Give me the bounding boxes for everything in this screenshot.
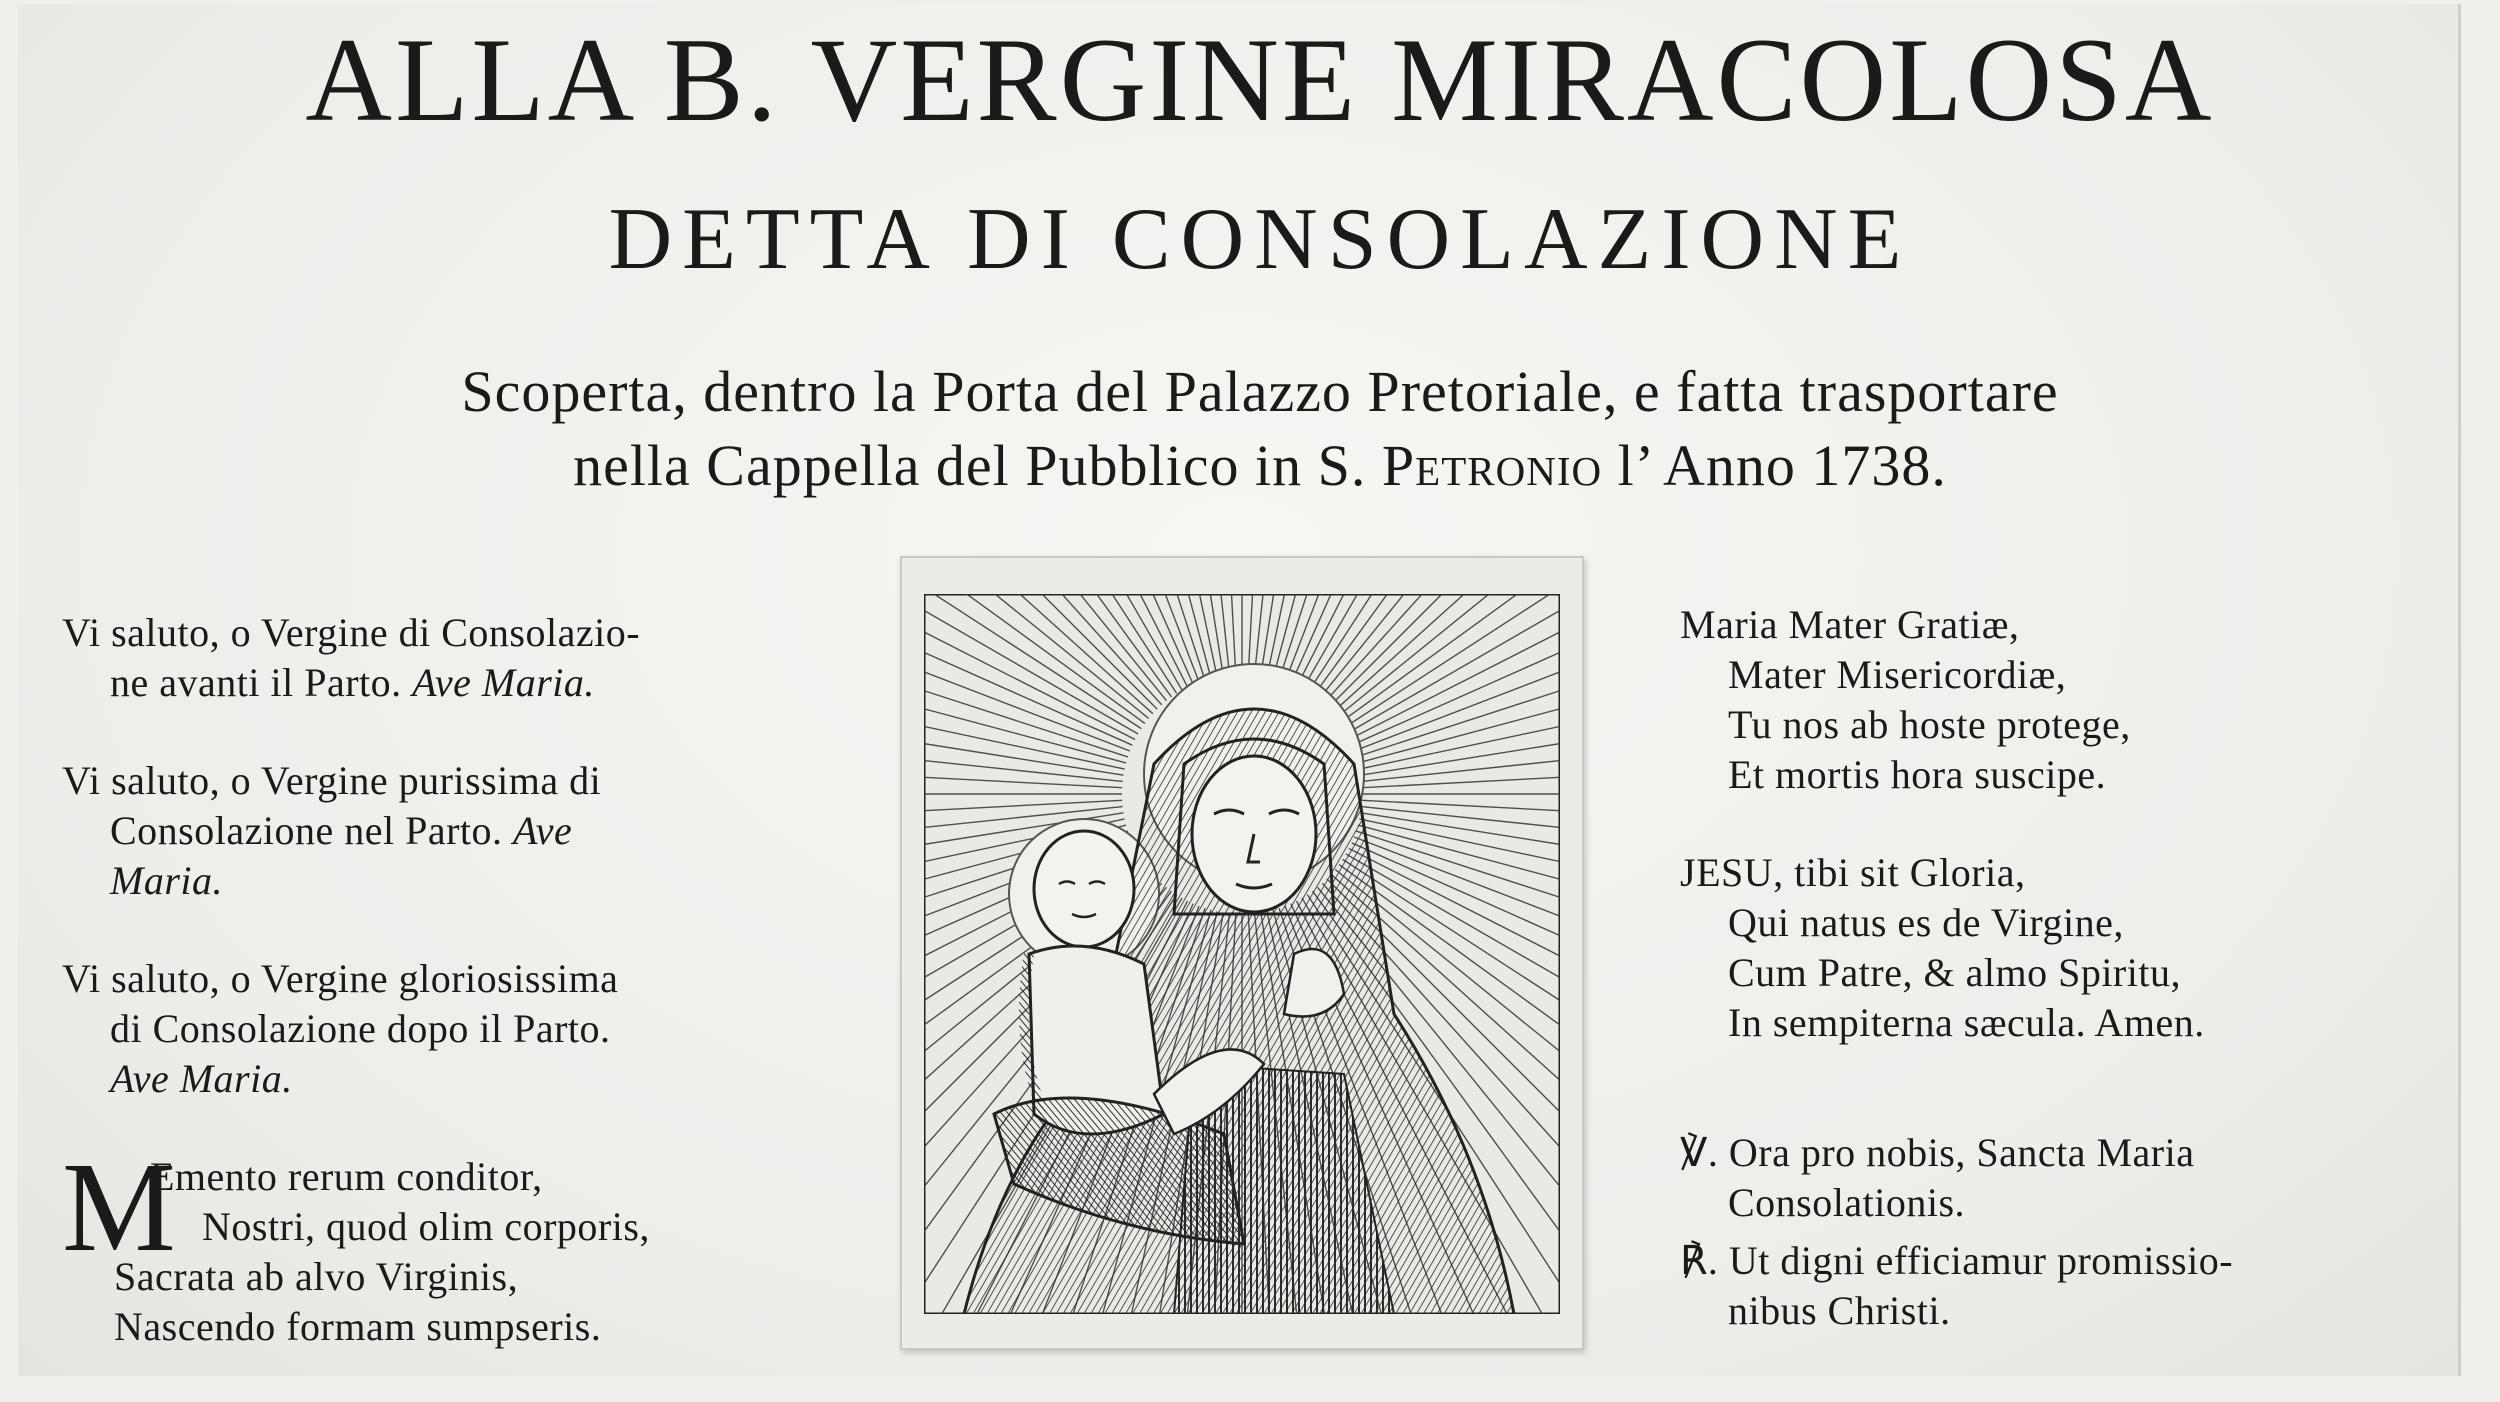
intro-line-1: Scoperta, dentro la Porta del Palazzo Pretoriale, e fatta trasportare bbox=[461, 359, 2059, 424]
stanza-1-line-3: Tu nos ab hoste protege, bbox=[1728, 702, 2131, 747]
page-title: ALLA B. VERGINE MIRACOLOSA bbox=[305, 13, 2215, 146]
page-subtitle: DETTA DI CONSOLAZIONE bbox=[608, 191, 1912, 288]
stanza-2-line-1: JESU, tibi sit Gloria, bbox=[1680, 850, 2026, 895]
salutation-2-line bbox=[62, 806, 852, 856]
stanza-2-line-4: In sempiterna sæcula. Amen. bbox=[1728, 1000, 2205, 1045]
response-text-1: Ut digni efficiamur promissio- bbox=[1728, 1238, 2234, 1283]
hymn-line-2: Nostri, quod olim corporis, bbox=[202, 1204, 650, 1249]
hymn-line-3: Sacrata ab alvo Virginis, bbox=[114, 1254, 519, 1299]
response-mark: ℟. bbox=[1680, 1238, 1719, 1283]
salutation-1 bbox=[62, 608, 852, 708]
intro-text bbox=[40, 355, 2480, 503]
versicle-line-2: Consolationis. bbox=[1728, 1180, 1966, 1225]
stanza-maria-mater bbox=[1680, 600, 2410, 800]
salutation-2 bbox=[62, 756, 852, 906]
versicle bbox=[1680, 1128, 2410, 1228]
stanza-2-line-3: Cum Patre, & almo Spiritu, bbox=[1728, 950, 2181, 995]
salutation-2-ave-a: Ave bbox=[513, 808, 573, 853]
salutation-1-lead: Vi saluto, o Vergine di Consolazio- bbox=[62, 610, 641, 655]
versicle-text-1: Ora pro nobis, Sancta Maria bbox=[1728, 1130, 2195, 1175]
stanza-1-line-4: Et mortis hora suscipe. bbox=[1728, 752, 2107, 797]
hymn-line-1: Emento rerum conditor, bbox=[150, 1154, 543, 1199]
madonna-and-child-image bbox=[924, 594, 1560, 1314]
versicle-line-1 bbox=[1680, 1128, 2410, 1178]
stanza-1-line-1: Maria Mater Gratiæ, bbox=[1680, 602, 2020, 647]
stanza-jesu bbox=[1680, 848, 2410, 1048]
salutation-1-text: ne avanti il Parto. bbox=[110, 660, 402, 705]
response bbox=[1680, 1236, 2410, 1336]
salutation-3-lead: Vi saluto, o Vergine gloriosissima bbox=[62, 956, 619, 1001]
salutation-3-text: di Consolazione dopo il Parto. bbox=[110, 1006, 611, 1051]
response-line-2: nibus Christi. bbox=[1728, 1288, 1951, 1333]
salutation-1-line bbox=[62, 658, 852, 708]
salutation-2-text: Consolazione nel Parto. bbox=[110, 808, 503, 853]
left-column bbox=[62, 608, 852, 1352]
salutation-2-ave-b: Maria. bbox=[110, 858, 223, 903]
hymn-dropcap: M bbox=[62, 1136, 177, 1278]
salutation-3-ave: Ave Maria. bbox=[110, 1056, 293, 1101]
right-column bbox=[1680, 600, 2410, 1336]
response-line-1 bbox=[1680, 1236, 2410, 1286]
intro-petronio: Petronio bbox=[1381, 433, 1603, 498]
intro-line-2 bbox=[40, 429, 2480, 503]
versicle-mark: ℣. bbox=[1680, 1130, 1719, 1175]
hymn-line-4: Nascendo formam sumpseris. bbox=[114, 1304, 602, 1349]
stanza-2-line-2: Qui natus es de Virgine, bbox=[1728, 900, 2124, 945]
stanza-1-line-2: Mater Misericordiæ, bbox=[1728, 652, 2067, 697]
salutation-1-ave: Ave Maria. bbox=[412, 660, 595, 705]
hymn-memento bbox=[62, 1136, 852, 1352]
salutation-2-lead: Vi saluto, o Vergine purissima di bbox=[62, 758, 602, 803]
intro-line-2-b: l’ Anno 1738. bbox=[1617, 433, 1947, 498]
intro-line-2-a: nella Cappella del Pubblico in S. bbox=[573, 433, 1367, 498]
madonna-engraving bbox=[900, 556, 1584, 1350]
salutation-3 bbox=[62, 954, 852, 1104]
